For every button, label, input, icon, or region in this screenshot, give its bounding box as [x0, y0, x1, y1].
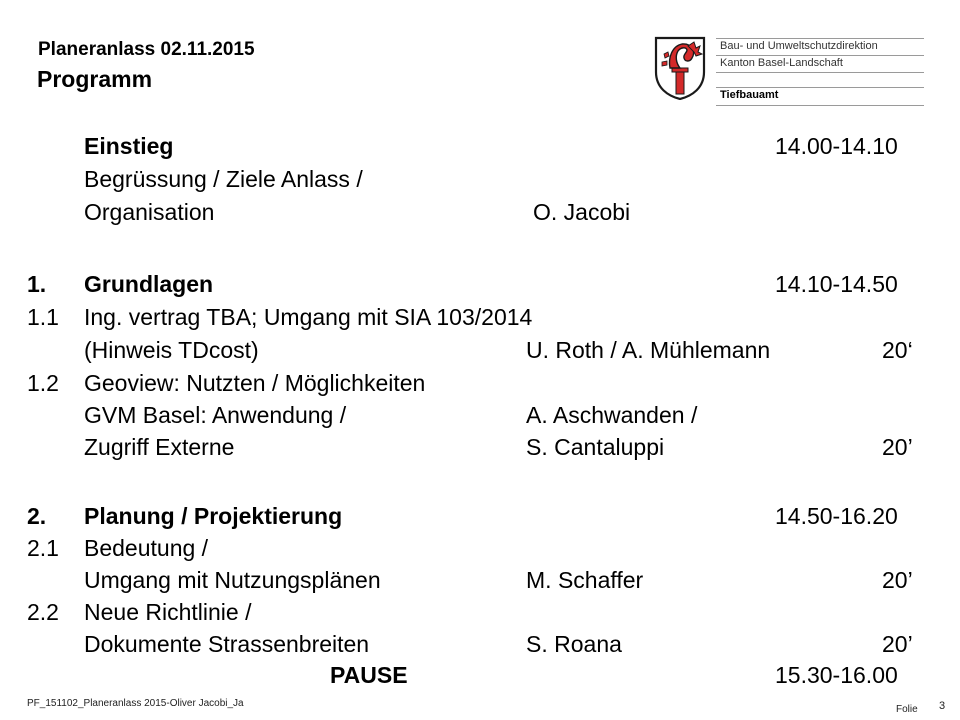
- basel-landschaft-shield-icon: [654, 36, 706, 100]
- item-2-1-line1: Bedeutung /: [84, 535, 209, 561]
- section1-title: Grundlagen: [84, 271, 214, 297]
- section2-number: 2.: [27, 503, 47, 529]
- item-1-1-duration: 20‘: [882, 337, 913, 363]
- section2-title: Planung / Projektierung: [84, 503, 343, 529]
- item-1-2-speaker2: S. Cantaluppi: [526, 434, 665, 460]
- item-1-2-line2: GVM Basel: Anwendung /: [84, 402, 347, 428]
- pause-time: 15.30-16.00: [775, 662, 898, 688]
- item-1-1-line1: Ing. vertrag TBA; Umgang mit SIA 103/2014: [84, 304, 533, 330]
- slide-title: Programm: [37, 66, 153, 92]
- org-divider: [716, 105, 924, 106]
- org-department: Tiefbauamt: [720, 89, 779, 101]
- intro-line1: Begrüssung / Ziele Anlass /: [84, 166, 363, 192]
- org-directorate: Bau- und Umweltschutzdirektion: [720, 40, 878, 52]
- item-2-1-number: 2.1: [27, 535, 59, 561]
- org-divider: [716, 55, 924, 56]
- intro-time: 14.00-14.10: [775, 133, 898, 159]
- footer-filename: PF_151102_Planeranlass 2015-Oliver Jacobi_Ja: [27, 698, 244, 709]
- organization-logo: [650, 32, 925, 112]
- item-1-1-speaker: U. Roth / A. Mühlemann: [526, 337, 771, 363]
- item-1-2-duration: 20’: [882, 434, 913, 460]
- item-2-1-duration: 20’: [882, 567, 913, 593]
- intro-title: Einstieg: [84, 133, 174, 159]
- item-1-2-speaker1: A. Aschwanden /: [526, 402, 698, 428]
- org-divider: [716, 87, 924, 88]
- item-1-2-line3: Zugriff Externe: [84, 434, 235, 460]
- item-1-2-line1: Geoview: Nutzten / Möglichkeiten: [84, 370, 426, 396]
- section2-time: 14.50-16.20: [775, 503, 898, 529]
- item-2-1-speaker: M. Schaffer: [526, 567, 644, 593]
- section1-number: 1.: [27, 271, 47, 297]
- footer-page-number: 3: [939, 700, 946, 712]
- item-2-2-duration: 20’: [882, 631, 913, 657]
- item-2-1-line2: Umgang mit Nutzungsplänen: [84, 567, 381, 593]
- item-1-1-line2: (Hinweis TDcost): [84, 337, 259, 363]
- item-2-2-speaker: S. Roana: [526, 631, 622, 657]
- item-2-2-line2: Dokumente Strassenbreiten: [84, 631, 370, 657]
- section1-time: 14.10-14.50: [775, 271, 898, 297]
- item-2-2-line1: Neue Richtlinie /: [84, 599, 252, 625]
- intro-speaker: O. Jacobi: [533, 199, 631, 225]
- item-1-2-number: 1.2: [27, 370, 59, 396]
- intro-line2: Organisation: [84, 199, 215, 225]
- pause-label: PAUSE: [330, 662, 408, 688]
- org-divider: [716, 72, 924, 73]
- org-canton: Kanton Basel-Landschaft: [720, 57, 843, 69]
- slide-date-line: Planeranlass 02.11.2015: [38, 39, 255, 60]
- item-2-2-number: 2.2: [27, 599, 59, 625]
- footer-folie-label: Folie: [896, 704, 918, 715]
- item-1-1-number: 1.1: [27, 304, 59, 330]
- org-divider: [716, 38, 924, 39]
